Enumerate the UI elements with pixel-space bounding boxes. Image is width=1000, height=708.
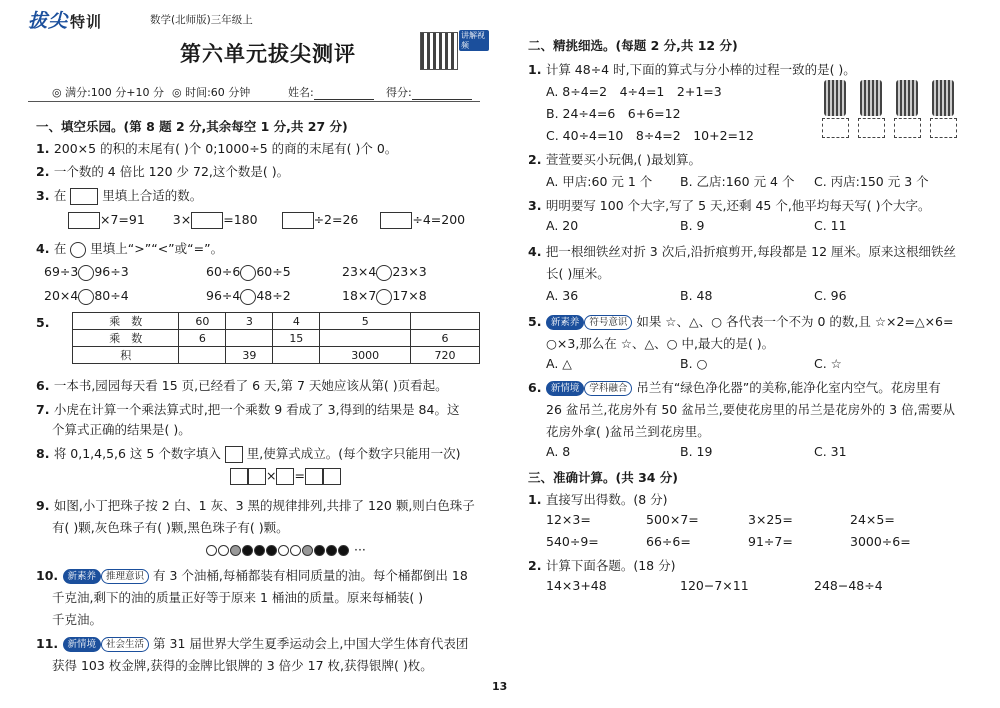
question-9-cont: 有( )颗,灰色珠子有( )颗,黑色珠子有( )颗。 — [52, 520, 289, 535]
choice-2-b[interactable]: B. 乙店:160 元 4 个 — [680, 174, 795, 189]
choice-4-cont: 长( )厘米。 — [546, 266, 610, 281]
calc-2-item[interactable]: 14×3+48 — [546, 578, 607, 593]
time-info: ◎ 时间:60 分钟 — [172, 86, 251, 99]
choice-2-a[interactable]: A. 甲店:60 元 1 个 — [546, 174, 653, 189]
question-3: 3. 在 里填上合适的数。 — [36, 188, 203, 203]
question-4-row-1[interactable]: 69÷3 96÷3 60÷6 60÷5 23×4 23×3 — [44, 264, 427, 279]
question-10: 10. 新素养 推理意识 有 3 个油桶,每桶都装有相同质量的油。每个桶都倒出 18 — [36, 568, 468, 583]
choice-4-a[interactable]: A. 36 — [546, 288, 579, 303]
calc-1-item[interactable]: 3000÷6= — [850, 534, 911, 549]
table-row: 乘 数 60 3 4 5 — [73, 313, 480, 330]
choice-3-c[interactable]: C. 11 — [814, 218, 847, 233]
choice-6: 6. 新情境 学科融合 吊兰有“绿色净化器”的美称,能净化室内空气。花房里有 — [528, 380, 941, 395]
calc-1-item[interactable]: 3×25= — [748, 512, 793, 527]
stick-bundle-icon — [858, 80, 885, 138]
question-3-equations[interactable]: ×7=91 3× =180 ÷2=26 ÷4=200 — [68, 212, 465, 229]
question-10-cont2: 千克油。 — [52, 612, 103, 627]
question-11-cont: 获得 103 枚金牌,获得的金牌比银牌的 3 倍少 17 枚,获得银牌( )枚。 — [52, 658, 433, 673]
calc-1: 1. 直接写出得数。(8 分) — [528, 492, 668, 507]
score-info: ◎ 满分:100 分+10 分 — [52, 86, 165, 99]
choice-3: 3. 明明要写 100 个大字,写了 5 天,还剩 45 个,他平均每天写( )个大字。 — [528, 198, 931, 213]
question-6: 6. 一本书,园园每天看 15 页,已经看了 6 天,第 7 天她应该从第( )页看起。 — [36, 378, 448, 393]
choice-1-b[interactable]: B. 24÷4=6 6+6=12 — [546, 106, 681, 121]
choice-1: 1. 计算 48÷4 时,下面的算式与分小棒的过程一致的是( )。 — [528, 62, 856, 77]
choice-4-c[interactable]: C. 96 — [814, 288, 847, 303]
qr-label: 讲解视频 — [459, 30, 489, 51]
brand-logo: 拔尖 特训 — [28, 10, 103, 32]
stick-bundle-icon — [894, 80, 921, 138]
question-1: 1. 200×5 的积的末尾有( )个 0;1000÷5 的商的末尾有( )个 0。 — [36, 141, 398, 156]
question-5-table[interactable] — [72, 312, 480, 364]
choice-6-cont2: 花房外拿( )盆吊兰到花房里。 — [546, 424, 710, 439]
calc-1-item[interactable]: 91÷7= — [748, 534, 793, 549]
calc-1-item[interactable]: 540÷9= — [546, 534, 599, 549]
question-8-boxes[interactable]: × = — [230, 468, 341, 485]
question-2: 2. 一个数的 4 倍比 120 少 72,这个数是( )。 — [36, 164, 290, 179]
choice-3-a[interactable]: A. 20 — [546, 218, 579, 233]
question-10-cont: 千克油,剩下的油的质量正好等于原来 1 桶油的质量。原来每桶装( ) — [52, 590, 424, 605]
page-title: 第六单元拔尖测评 — [180, 41, 356, 66]
name-field[interactable]: 姓名: — [288, 84, 374, 100]
calc-1-item[interactable]: 500×7= — [646, 512, 699, 527]
table-row: 乘 数 6 15 6 — [73, 330, 480, 347]
choice-2-c[interactable]: C. 丙店:150 元 3 个 — [814, 174, 929, 189]
section-1-heading: 一、填空乐园。(第 8 题 2 分,其余每空 1 分,共 27 分) — [36, 119, 348, 134]
question-7-cont: 个算式正确的结果是( )。 — [52, 422, 191, 437]
qr-code-icon[interactable] — [420, 32, 458, 70]
section-3-heading: 三、准确计算。(共 34 分) — [528, 470, 679, 485]
score-field[interactable]: 得分: — [386, 84, 472, 100]
question-11: 11. 新情境 社会生活 第 31 届世界大学生夏季运动会上,中国大学生体育代表团 — [36, 636, 469, 651]
choice-6-cont: 26 盆吊兰,花房外有 50 盆吊兰,要使花房里的吊兰是花房外的 3 倍,需要从 — [546, 402, 956, 417]
choice-1-c[interactable]: C. 40÷4=10 8÷4=2 10+2=12 — [546, 128, 754, 143]
calc-1-item[interactable]: 66÷6= — [646, 534, 691, 549]
choice-5: 5. 新素养 符号意识 如果 ☆、△、○ 各代表一个不为 0 的数,且 ☆×2=△×6= — [528, 314, 954, 329]
calc-2-item[interactable]: 120−7×11 — [680, 578, 749, 593]
calc-2-item[interactable]: 248−48÷4 — [814, 578, 883, 593]
section-2-heading: 二、精挑细选。(每题 2 分,共 12 分) — [528, 38, 738, 53]
choice-3-b[interactable]: B. 9 — [680, 218, 705, 233]
choice-4-b[interactable]: B. 48 — [680, 288, 713, 303]
page-number: 13 — [492, 680, 508, 693]
table-row: 积 39 3000 720 — [73, 347, 480, 364]
choice-1-a[interactable]: A. 8÷4=2 4÷4=1 2+1=3 — [546, 84, 722, 99]
choice-4: 4. 把一根细铁丝对折 3 次后,沿折痕剪开,每段都是 12 厘米。原来这根细铁丝 — [528, 244, 957, 259]
choice-6-a[interactable]: A. 8 — [546, 444, 571, 459]
subject-label: 数学(北师版)三年级上 — [150, 14, 253, 26]
choice-2: 2. 萱萱要买小玩偶,( )最划算。 — [528, 152, 702, 167]
question-4-row-2[interactable]: 20×4 80÷4 96÷4 48÷2 18×7 17×8 — [44, 288, 427, 303]
divider — [28, 101, 480, 102]
question-7: 7. 小虎在计算一个乘法算式时,把一个乘数 9 看成了 3,得到的结果是 84。这 — [36, 402, 460, 417]
choice-5-a[interactable]: A. △ — [546, 356, 572, 371]
choice-5-b[interactable]: B. ○ — [680, 356, 708, 371]
calc-1-item[interactable]: 12×3= — [546, 512, 591, 527]
question-4: 4. 在 里填上“>”“<”或“=”。 — [36, 241, 224, 256]
question-9: 9. 如图,小丁把珠子按 2 白、1 灰、3 黑的规律排列,共排了 120 颗,则白色珠子 — [36, 498, 475, 513]
choice-5-c[interactable]: C. ☆ — [814, 356, 842, 371]
bead-pattern: ··· — [206, 542, 366, 557]
choice-6-b[interactable]: B. 19 — [680, 444, 713, 459]
question-8: 8. 将 0,1,4,5,6 这 5 个数字填入 里,使算式成立。(每个数字只能用一次) — [36, 446, 461, 461]
calc-2: 2. 计算下面各题。(18 分) — [528, 558, 676, 573]
choice-5-cont: ○×3,那么在 ☆、△、○ 中,最大的是( )。 — [546, 336, 775, 351]
calc-1-item[interactable]: 24×5= — [850, 512, 895, 527]
choice-6-c[interactable]: C. 31 — [814, 444, 847, 459]
stick-bundle-icon — [930, 80, 957, 138]
question-5-number: 5. — [36, 315, 50, 330]
stick-bundle-icon — [822, 80, 849, 138]
